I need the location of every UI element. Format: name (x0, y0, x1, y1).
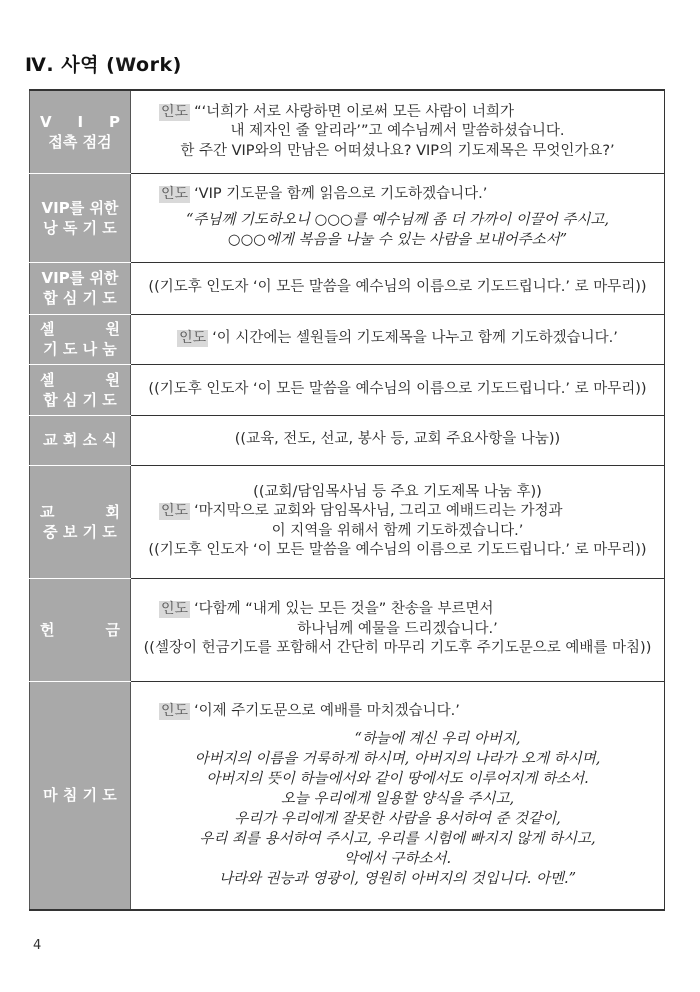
table-row (30, 364, 665, 415)
leader-badge: 인도 (179, 330, 207, 347)
prayer-line: 우리가 우리에게 잘못한 사람을 용서하여 준 것같이, (234, 811, 561, 827)
leader-badge: 인도 (161, 601, 189, 618)
label-char: 원 (105, 370, 120, 389)
row-label (30, 465, 131, 578)
table-row (30, 173, 665, 262)
section-heading: Ⅳ. 사역 (Work) (25, 54, 182, 76)
prayer-line: 아버지의 뜻이 하늘에서와 같이 땅에서도 이루어지게 하소서. (206, 771, 589, 787)
label-char: 교 (40, 502, 55, 521)
content-line: ‘VIP 기도문을 함께 읽음으로 기도하겠습니다.’ (194, 185, 488, 202)
table-row (30, 90, 665, 173)
row-content (131, 314, 665, 364)
content-line: 하나님께 예물을 드리겠습니다.’ (297, 620, 498, 637)
table-row (30, 681, 665, 910)
content-line: ‘이 시간에는 셀원들의 기도제목을 나누고 함께 기도하겠습니다.’ (212, 330, 618, 347)
row-content (131, 465, 665, 578)
content-line: ((교육, 전도, 선교, 봉사 등, 교회 주요사항을 나눔)) (234, 431, 561, 448)
prayer-line: 나라와 권능과 영광이, 영원히 아버지의 것입니다. 아멘.” (218, 871, 577, 887)
label-char: 금 (105, 620, 120, 639)
label-char: 헌 (40, 620, 55, 639)
table-row (30, 578, 665, 681)
page-number: 4 (33, 938, 42, 953)
label-char: P (108, 112, 120, 131)
content-line: “‘너희가 서로 사랑하면 이로써 모든 사람이 너희가 (194, 103, 514, 120)
label-line: VIP를 위한 (41, 198, 119, 217)
worship-order-table (29, 89, 665, 911)
label-line: 접촉 점검 (48, 132, 112, 151)
label-line: 낭 독 기 도 (43, 218, 117, 237)
section-title: 사역 (61, 54, 99, 76)
section-paren-open: ( (106, 54, 116, 76)
prayer-line: 우리 죄를 용서하여 주시고, 우리를 시험에 빠지지 않게 하시고, (199, 831, 596, 847)
label-char: V (40, 112, 52, 131)
row-content (131, 90, 665, 173)
row-label (30, 415, 131, 465)
content-line: 내 제자인 줄 알리라’”고 예수님께서 말씀하셨습니다. (230, 123, 565, 139)
label-line: 마 침 기 도 (43, 786, 117, 805)
content-line: ((기도후 인도자 ‘이 모든 말씀을 예수님의 이름으로 기도드립니다.’ 로 마무리)) (148, 380, 647, 397)
row-content (131, 415, 665, 465)
label-line: VIP를 위한 (41, 269, 119, 287)
content-line: ‘이제 주기도문으로 예배를 마치겠습니다.’ (194, 702, 460, 719)
section-roman: Ⅳ (25, 54, 47, 76)
prayer-line: ○○○에게 복음을 나눌 수 있는 사람을 보내어주소서” (227, 232, 568, 249)
label-char: 회 (105, 502, 120, 521)
content-line: ‘다함께 “내게 있는 모든 것을” 찬송을 부르면서 (194, 601, 494, 618)
content-line: ((기도후 인도자 ‘이 모든 말씀을 예수님의 이름으로 기도드립니다.’ 로 마무리)) (148, 279, 647, 296)
leader-badge: 인도 (161, 185, 189, 202)
label-char: 셀 (40, 370, 55, 389)
label-char: 셀 (40, 320, 55, 338)
row-content (131, 173, 665, 262)
content-line: 이 지역을 위해서 함께 기도하겠습니다.’ (271, 522, 524, 539)
row-label (30, 364, 131, 415)
prayer-line: 아버지의 이름을 거룩하게 하시며, 아버지의 나라가 오게 하시며, (194, 751, 601, 767)
row-content (131, 262, 665, 314)
prayer-line: “주님께 기도하오니 ○○○를 예수님께 좀 더 가까이 이끌어 주시고, (185, 212, 610, 229)
row-content (131, 578, 665, 681)
label-line: 교 회 소 식 (43, 431, 117, 449)
content-line: 한 주간 VIP와의 만남은 어떠셨나요? VIP의 기도제목은 무엇인가요?’ (180, 142, 615, 159)
content-line: ((셀장이 헌금기도를 포함해서 간단히 마무리 기도후 주기도문으로 예배를 마침)) (143, 640, 652, 657)
label-char: 원 (105, 320, 120, 338)
table-row (30, 262, 665, 314)
table-row (30, 465, 665, 578)
leader-badge: 인도 (161, 103, 189, 120)
row-label (30, 314, 131, 364)
label-line: 중 보 기 도 (43, 522, 117, 541)
row-label (30, 173, 131, 262)
content-line: ‘마지막으로 교회와 담임목사님, 그리고 예배드리는 가정과 (194, 503, 563, 519)
section-paren-close: ) (172, 54, 182, 76)
label-line: 합 심 기 도 (43, 390, 117, 409)
row-content (131, 681, 665, 910)
content-line: ((교회/담임목사님 등 주요 기도제목 나눔 후)) (253, 483, 542, 500)
prayer-line: 오늘 우리에게 일용할 양식을 주시고, (280, 791, 515, 807)
leader-badge: 인도 (161, 503, 189, 519)
row-label (30, 262, 131, 314)
section-work-rest: ork (136, 54, 173, 76)
table-row (30, 314, 665, 364)
section-work-w: W (115, 54, 137, 76)
leader-badge: 인도 (161, 702, 189, 719)
row-label (30, 681, 131, 910)
label-char: I (77, 112, 84, 131)
table-row (30, 415, 665, 465)
prayer-line: “하늘에 계신 우리 아버지, (354, 731, 521, 747)
content-line: ((기도후 인도자 ‘이 모든 말씀을 예수님의 이름으로 기도드립니다.’ 로 마무리)) (148, 542, 647, 558)
row-label (30, 578, 131, 681)
prayer-line: 악에서 구하소서. (343, 851, 452, 867)
label-line: 기 도 나 눔 (43, 340, 117, 358)
row-label (30, 90, 131, 173)
row-content (131, 364, 665, 415)
label-line: 합 심 기 도 (43, 289, 117, 307)
